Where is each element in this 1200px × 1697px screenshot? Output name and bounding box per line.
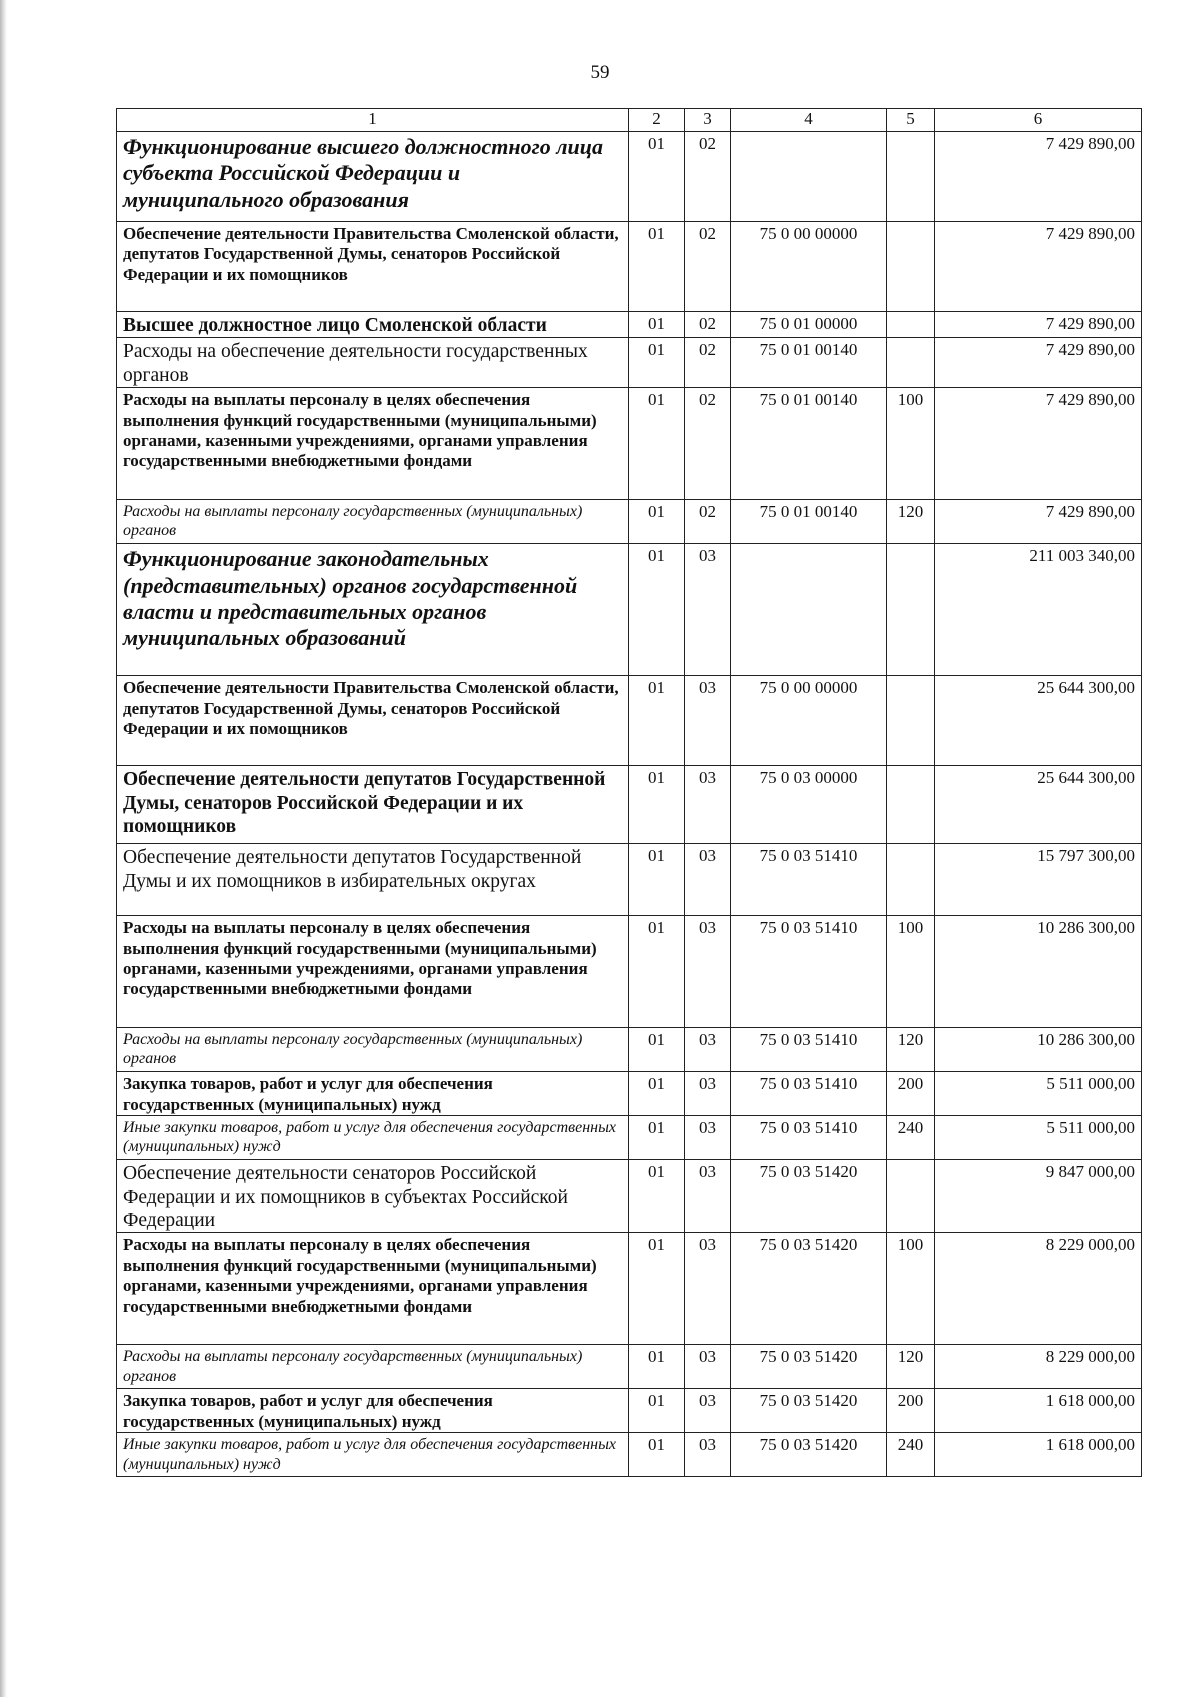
section-code-cell: 01	[629, 1160, 685, 1233]
subsection-code-cell: 03	[685, 1389, 731, 1433]
expense-type-cell: 100	[887, 916, 935, 1028]
row-name-cell: Расходы на выплаты персоналу государственных (муниципальных) органов	[117, 500, 629, 544]
scan-edge-shadow	[0, 0, 7, 1697]
expense-type-cell: 200	[887, 1389, 935, 1433]
target-article-cell: 75 0 03 51420	[731, 1433, 887, 1477]
target-article-cell: 75 0 03 00000	[731, 766, 887, 844]
amount-cell: 10 286 300,00	[935, 1028, 1142, 1072]
section-code-cell: 01	[629, 1433, 685, 1477]
row-name-cell: Функционирование высшего должностного лица субъекта Российской Федерации и муниципального образования	[117, 132, 629, 222]
target-article-cell: 75 0 03 51410	[731, 1116, 887, 1160]
table-row	[117, 500, 1142, 544]
subsection-code-cell: 03	[685, 844, 731, 916]
table-row	[117, 676, 1142, 766]
target-article-cell: 75 0 00 00000	[731, 676, 887, 766]
column-header-1: 1	[117, 109, 629, 132]
row-name-cell: Расходы на выплаты персоналу в целях обеспечения выполнения функций государственными (муниципальными) органами, казенными учреждениями, органами управления государственными внебюджетными фондами	[117, 388, 629, 500]
subsection-code-cell: 03	[685, 676, 731, 766]
expense-type-cell	[887, 338, 935, 388]
target-article-cell: 75 0 03 51410	[731, 1028, 887, 1072]
column-header-3: 3	[685, 109, 731, 132]
row-name-cell: Обеспечение деятельности депутатов Государственной Думы и их помощников в избирательных округах	[117, 844, 629, 916]
table-row	[117, 544, 1142, 676]
page-number: 59	[590, 62, 610, 83]
row-name-cell: Закупка товаров, работ и услуг для обеспечения государственных (муниципальных) нужд	[117, 1072, 629, 1116]
section-code-cell: 01	[629, 1233, 685, 1345]
amount-cell: 10 286 300,00	[935, 916, 1142, 1028]
subsection-code-cell: 03	[685, 916, 731, 1028]
section-code-cell: 01	[629, 544, 685, 676]
table-header-row	[117, 109, 1142, 132]
target-article-cell: 75 0 00 00000	[731, 222, 887, 312]
table-row	[117, 1389, 1142, 1433]
amount-cell: 7 429 890,00	[935, 500, 1142, 544]
expense-type-cell: 120	[887, 1345, 935, 1389]
row-name-cell: Функционирование законодательных (представительных) органов государственной власти и представительных органов муниципальных образований	[117, 544, 629, 676]
amount-cell: 7 429 890,00	[935, 388, 1142, 500]
subsection-code-cell: 02	[685, 388, 731, 500]
table-row	[117, 916, 1142, 1028]
target-article-cell: 75 0 03 51410	[731, 1072, 887, 1116]
amount-cell: 7 429 890,00	[935, 312, 1142, 338]
target-article-cell	[731, 544, 887, 676]
section-code-cell: 01	[629, 312, 685, 338]
expense-type-cell: 100	[887, 388, 935, 500]
subsection-code-cell: 02	[685, 312, 731, 338]
subsection-code-cell: 03	[685, 1345, 731, 1389]
target-article-cell: 75 0 01 00140	[731, 500, 887, 544]
section-code-cell: 01	[629, 676, 685, 766]
table-row	[117, 388, 1142, 500]
amount-cell: 211 003 340,00	[935, 544, 1142, 676]
target-article-cell: 75 0 01 00140	[731, 338, 887, 388]
amount-cell: 9 847 000,00	[935, 1160, 1142, 1233]
expense-type-cell	[887, 222, 935, 312]
row-name-cell: Иные закупки товаров, работ и услуг для обеспечения государственных (муниципальных) нужд	[117, 1116, 629, 1160]
amount-cell: 1 618 000,00	[935, 1389, 1142, 1433]
amount-cell: 8 229 000,00	[935, 1233, 1142, 1345]
expense-type-cell	[887, 844, 935, 916]
expense-type-cell	[887, 544, 935, 676]
row-name-cell: Обеспечение деятельности депутатов Государственной Думы, сенаторов Российской Федерации и их помощников	[117, 766, 629, 844]
table-row	[117, 1345, 1142, 1389]
section-code-cell: 01	[629, 844, 685, 916]
column-header-6: 6	[935, 109, 1142, 132]
section-code-cell: 01	[629, 1389, 685, 1433]
section-code-cell: 01	[629, 500, 685, 544]
expense-type-cell: 120	[887, 1028, 935, 1072]
table-row	[117, 1116, 1142, 1160]
row-name-cell: Иные закупки товаров, работ и услуг для обеспечения государственных (муниципальных) нужд	[117, 1433, 629, 1477]
expense-type-cell: 240	[887, 1433, 935, 1477]
expense-type-cell	[887, 132, 935, 222]
table-row	[117, 338, 1142, 388]
section-code-cell: 01	[629, 388, 685, 500]
expense-type-cell	[887, 312, 935, 338]
section-code-cell: 01	[629, 222, 685, 312]
row-name-cell: Высшее должностное лицо Смоленской области	[117, 312, 629, 338]
amount-cell: 7 429 890,00	[935, 338, 1142, 388]
expense-type-cell: 100	[887, 1233, 935, 1345]
row-name-cell: Расходы на выплаты персоналу государственных (муниципальных) органов	[117, 1028, 629, 1072]
target-article-cell: 75 0 03 51410	[731, 916, 887, 1028]
target-article-cell	[731, 132, 887, 222]
section-code-cell: 01	[629, 132, 685, 222]
target-article-cell: 75 0 01 00140	[731, 388, 887, 500]
row-name-cell: Расходы на обеспечение деятельности государственных органов	[117, 338, 629, 388]
expense-type-cell	[887, 1160, 935, 1233]
target-article-cell: 75 0 03 51420	[731, 1389, 887, 1433]
target-article-cell: 75 0 03 51420	[731, 1233, 887, 1345]
table-row	[117, 1160, 1142, 1233]
amount-cell: 7 429 890,00	[935, 132, 1142, 222]
section-code-cell: 01	[629, 1072, 685, 1116]
amount-cell: 5 511 000,00	[935, 1072, 1142, 1116]
column-header-5: 5	[887, 109, 935, 132]
amount-cell: 25 644 300,00	[935, 676, 1142, 766]
row-name-cell: Расходы на выплаты персоналу в целях обеспечения выполнения функций государственными (муниципальными) органами, казенными учреждениями, органами управления государственными внебюджетными фондами	[117, 1233, 629, 1345]
row-name-cell: Обеспечение деятельности Правительства Смоленской области, депутатов Государственной Думы, сенаторов Российской Федерации и их помощников	[117, 676, 629, 766]
expense-type-cell	[887, 676, 935, 766]
section-code-cell: 01	[629, 916, 685, 1028]
expense-type-cell: 200	[887, 1072, 935, 1116]
table-row	[117, 312, 1142, 338]
subsection-code-cell: 03	[685, 1233, 731, 1345]
table-row	[117, 1028, 1142, 1072]
budget-table	[116, 108, 1142, 1477]
subsection-code-cell: 03	[685, 1116, 731, 1160]
section-code-cell: 01	[629, 338, 685, 388]
amount-cell: 25 644 300,00	[935, 766, 1142, 844]
table-row	[117, 1072, 1142, 1116]
table-row	[117, 1233, 1142, 1345]
row-name-cell: Обеспечение деятельности сенаторов Российской Федерации и их помощников в субъектах Российской Федерации	[117, 1160, 629, 1233]
subsection-code-cell: 02	[685, 500, 731, 544]
expense-type-cell: 120	[887, 500, 935, 544]
expense-type-cell: 240	[887, 1116, 935, 1160]
section-code-cell: 01	[629, 766, 685, 844]
table-row	[117, 132, 1142, 222]
subsection-code-cell: 03	[685, 1433, 731, 1477]
subsection-code-cell: 03	[685, 1028, 731, 1072]
section-code-cell: 01	[629, 1345, 685, 1389]
column-header-4: 4	[731, 109, 887, 132]
table-row	[117, 844, 1142, 916]
amount-cell: 15 797 300,00	[935, 844, 1142, 916]
subsection-code-cell: 03	[685, 1160, 731, 1233]
section-code-cell: 01	[629, 1116, 685, 1160]
subsection-code-cell: 03	[685, 544, 731, 676]
row-name-cell: Расходы на выплаты персоналу государственных (муниципальных) органов	[117, 1345, 629, 1389]
expense-type-cell	[887, 766, 935, 844]
table-row	[117, 222, 1142, 312]
table-row	[117, 766, 1142, 844]
amount-cell: 7 429 890,00	[935, 222, 1142, 312]
amount-cell: 5 511 000,00	[935, 1116, 1142, 1160]
section-code-cell: 01	[629, 1028, 685, 1072]
column-header-2: 2	[629, 109, 685, 132]
subsection-code-cell: 03	[685, 1072, 731, 1116]
table-body	[117, 132, 1142, 1477]
row-name-cell: Закупка товаров, работ и услуг для обеспечения государственных (муниципальных) нужд	[117, 1389, 629, 1433]
target-article-cell: 75 0 03 51410	[731, 844, 887, 916]
subsection-code-cell: 02	[685, 222, 731, 312]
target-article-cell: 75 0 03 51420	[731, 1160, 887, 1233]
amount-cell: 8 229 000,00	[935, 1345, 1142, 1389]
target-article-cell: 75 0 01 00000	[731, 312, 887, 338]
row-name-cell: Обеспечение деятельности Правительства Смоленской области, депутатов Государственной Думы, сенаторов Российской Федерации и их помощников	[117, 222, 629, 312]
subsection-code-cell: 02	[685, 338, 731, 388]
subsection-code-cell: 03	[685, 766, 731, 844]
subsection-code-cell: 02	[685, 132, 731, 222]
target-article-cell: 75 0 03 51420	[731, 1345, 887, 1389]
table-row	[117, 1433, 1142, 1477]
row-name-cell: Расходы на выплаты персоналу в целях обеспечения выполнения функций государственными (муниципальными) органами, казенными учреждениями, органами управления государственными внебюджетными фондами	[117, 916, 629, 1028]
amount-cell: 1 618 000,00	[935, 1433, 1142, 1477]
